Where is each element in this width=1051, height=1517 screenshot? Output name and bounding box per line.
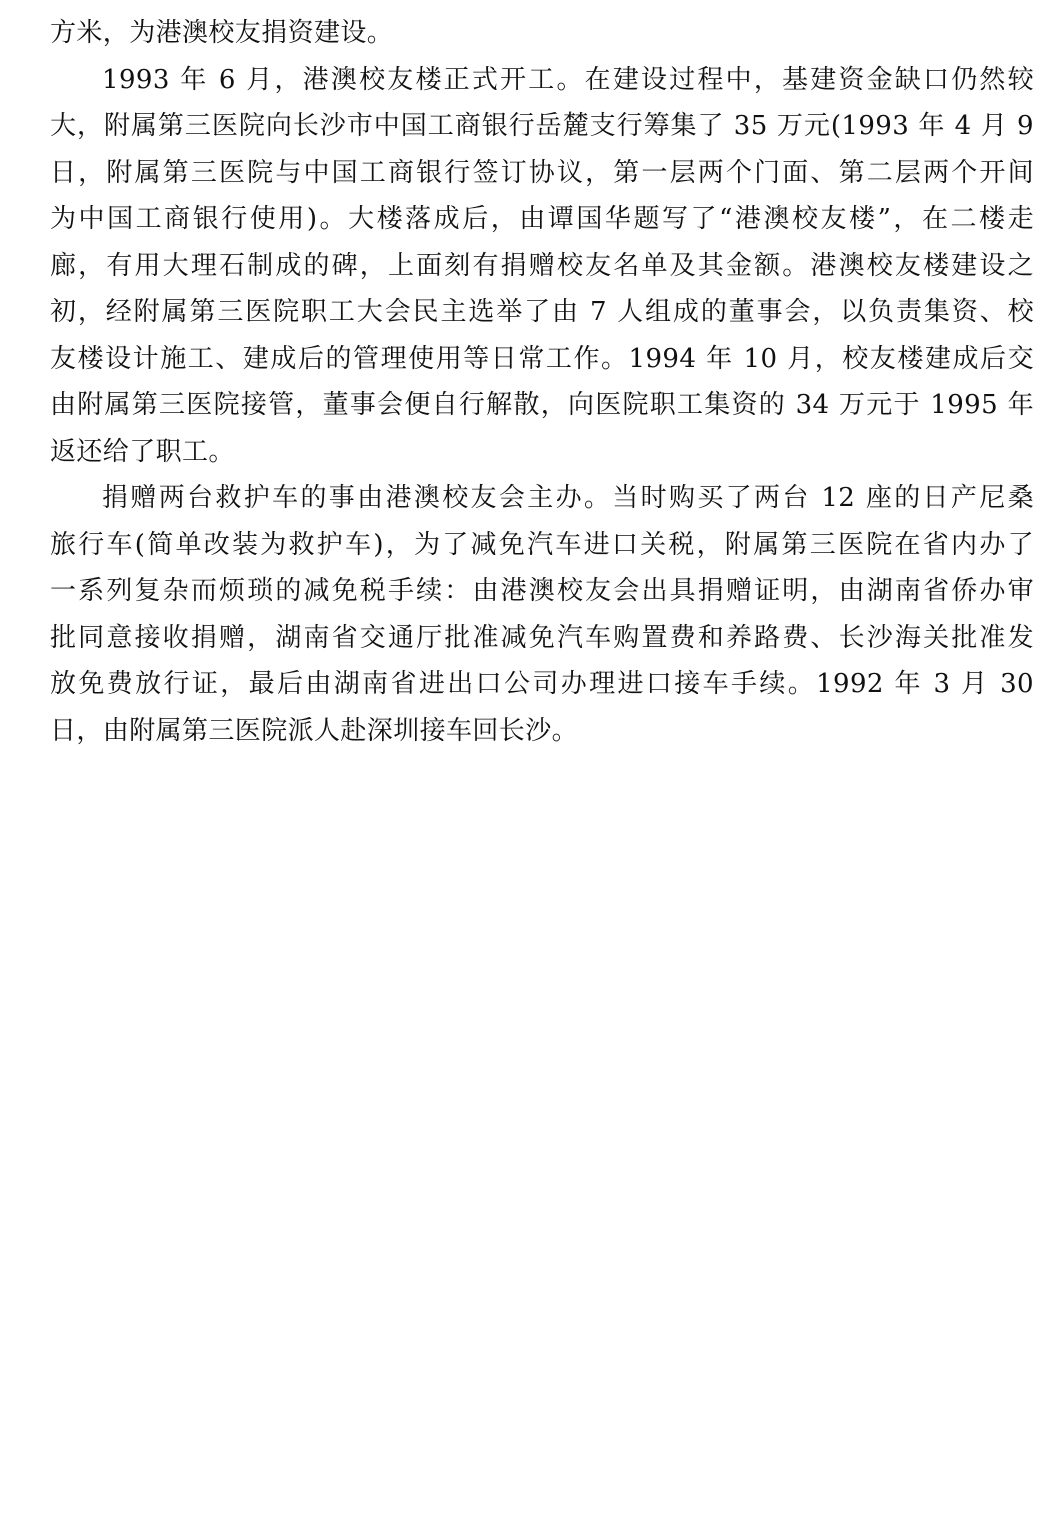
text-line: 日，附属第三医院与中国工商银行签订协议，第一层两个门面、第二层两个开间 xyxy=(50,157,1034,188)
text-line: 廊，有用大理石制成的碑，上面刻有捐赠校友名单及其金额。港澳校友楼建设之 xyxy=(50,250,1034,281)
paragraph-3 xyxy=(50,475,1034,754)
text-line: 友楼设计施工、建成后的管理使用等日常工作。1994 年 10 月，校友楼建成后交 xyxy=(50,343,1034,374)
text-line: 由附属第三医院接管，董事会便自行解散，向医院职工集资的 34 万元于 1995 年 xyxy=(50,390,1034,420)
text-line: 初，经附属第三医院职工大会民主选举了由 7 人组成的董事会，以负责集资、校 xyxy=(50,297,1034,327)
text-line: 返还给了职工。 xyxy=(50,436,235,467)
paragraph-1 xyxy=(50,10,1034,57)
text-line: 捐赠两台救护车的事由港澳校友会主办。当时购买了两台 12 座的日产尼桑 xyxy=(102,483,1034,513)
paragraph-2 xyxy=(50,57,1034,476)
text-line: 一系列复杂而烦琐的减免税手续：由港澳校友会出具捐赠证明，由湖南省侨办审 xyxy=(50,576,1034,606)
text-line: 日，由附属第三医院派人赴深圳接车回长沙。 xyxy=(50,715,579,746)
text-line: 1993 年 6 月，港澳校友楼正式开工。在建设过程中，基建资金缺口仍然较 xyxy=(102,64,1034,95)
text-line: 方米，为港澳校友捐资建设。 xyxy=(50,18,394,48)
text-line: 大，附属第三医院向长沙市中国工商银行岳麓支行筹集了 35 万元(1993 年 4 月 9 xyxy=(50,111,1034,141)
body-text xyxy=(50,10,1034,754)
text-line: 放免费放行证，最后由湖南省进出口公司办理进口接车手续。1992 年 3 月 30 xyxy=(50,669,1034,699)
text-line: 为中国工商银行使用)。大楼落成后，由谭国华题写了“港澳校友楼”，在二楼走 xyxy=(50,204,1034,234)
text-line: 旅行车(简单改装为救护车)，为了减免汽车进口关税，附属第三医院在省内办了 xyxy=(50,529,1034,560)
text-line: 批同意接收捐赠，湖南省交通厅批准减免汽车购置费和养路费、长沙海关批准发 xyxy=(50,622,1034,653)
